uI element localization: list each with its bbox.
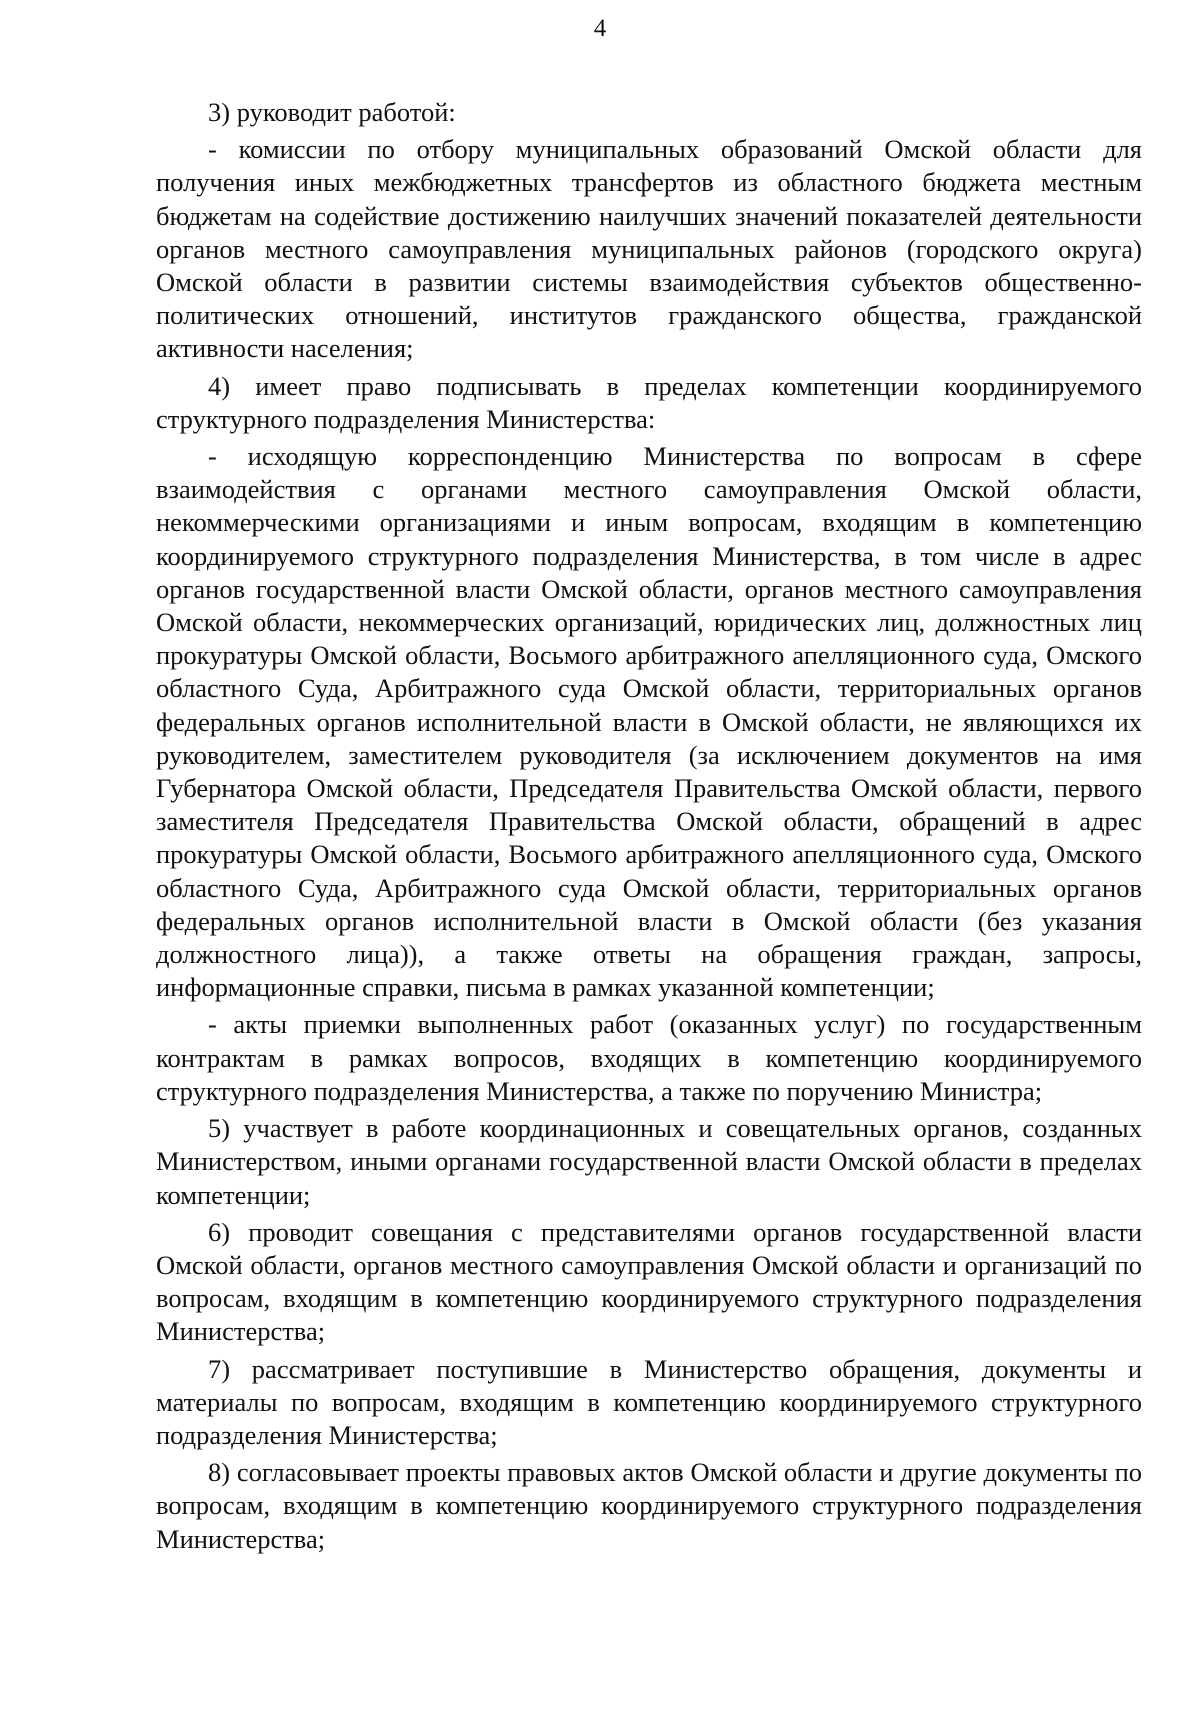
paragraph-item-8: 8) согласовывает проекты правовых актов Омской области и другие документы по вопросам, входящим в компетенцию координируемого структурного подразделения Министерства; <box>156 1457 1142 1554</box>
paragraph-item-3: 3) руководит работой: <box>208 97 456 127</box>
page-number: 4 <box>593 15 607 42</box>
paragraph-item-4: 4) имеет право подписывать в пределах компетенции координируемого структурного подразделения Министерства: <box>156 370 1142 434</box>
paragraph-correspondence: - исходящую корреспонденцию Министерства по вопросам в сфере взаимодействия с органами местного самоуправления Омской области, некоммерческими организациями и иным вопросам, входящим в компетенцию координируемого структурного подразделения Министерства, в том числе в адрес органов государственной власти Омской области, органов местного самоуправления Омской области, некоммерческих организаций, юридических лиц, должностных лиц прокуратуры Омской области, Восьмого арбитражного апелляционного суда, Омского областного Суда, Арбитражного суда Омской области, территориальных органов федеральных органов исполнительной власти в Омской области, не являющихся их руководителем, заместителем руководителя (за исключением документов на имя Губернатора Омской области, Председателя Правительства Омской области, первого заместителя Председателя Правительства Омской области, обращений в адрес прокуратуры Омской области, Восьмого арбитражного апелляционного суда, Омского областного Суда, Арбитражного суда Омской области, территориальных органов федеральных органов исполнительной власти в Омской области (без указания должностного лица)), а также ответы на обращения граждан, запросы, информационные справки, письма в рамках указанной компетенции; <box>156 441 1142 1003</box>
paragraph-item-7: 7) рассматривает поступившие в Министерство обращения, документы и материалы по вопросам, входящим в компетенцию координируемого структурного подразделения Министерства; <box>156 1353 1142 1450</box>
paragraph-commission: - комиссии по отбору муниципальных образований Омской области для получения иных межбюджетных трансфертов из областного бюджета местным бюджетам на содействие достижению наилучших значений показателей деятельности органов местного самоуправления муниципальных районов (городского округа) Омской области в развитии системы взаимодействия субъектов общественно-политических отношений, институтов гражданского общества, гражданской активности населения; <box>156 134 1142 364</box>
paragraph-item-6: 6) проводит совещания с представителями органов государственной власти Омской области, органов местного самоуправления Омской области и организаций по вопросам, входящим в компетенцию координируемого структурного подразделения Министерства; <box>156 1216 1142 1347</box>
paragraph-acceptance-acts: - акты приемки выполненных работ (оказанных услуг) по государственным контрактам в рамках вопросов, входящих в компетенцию координируемого структурного подразделения Министерства, а также по поручению Министра; <box>156 1009 1142 1106</box>
document-body <box>156 96 1142 1560</box>
paragraph-item-5: 5) участвует в работе координационных и совещательных органов, созданных Министерством, иными органами государственной власти Омской области в пределах компетенции; <box>156 1113 1142 1210</box>
